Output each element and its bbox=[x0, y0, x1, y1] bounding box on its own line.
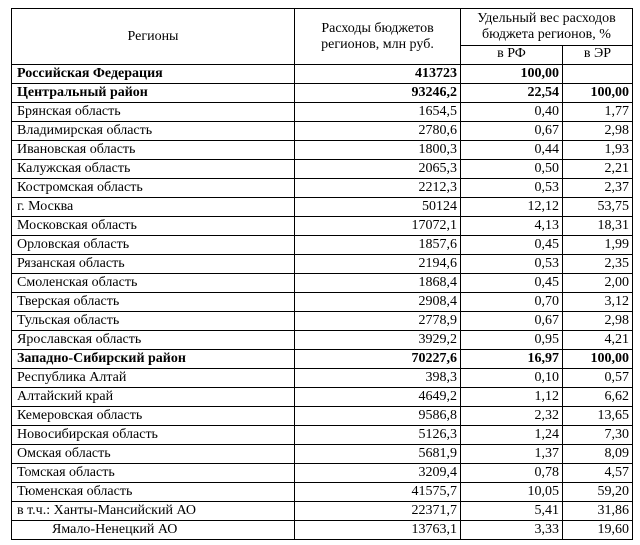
share-er-cell: 53,75 bbox=[563, 198, 633, 217]
region-name-cell: Владимирская область bbox=[12, 122, 295, 141]
share-er-cell: 1,77 bbox=[563, 103, 633, 122]
expenses-cell: 1868,4 bbox=[295, 274, 461, 293]
region-name-cell: Ярославская область bbox=[12, 331, 295, 350]
expenses-cell: 2908,4 bbox=[295, 293, 461, 312]
region-name-cell: Тульская область bbox=[12, 312, 295, 331]
table-row bbox=[12, 331, 633, 350]
region-name-cell: Тверская область bbox=[12, 293, 295, 312]
expenses-cell: 398,3 bbox=[295, 369, 461, 388]
region-name-cell: Ивановская область bbox=[12, 141, 295, 160]
share-rf-cell: 4,13 bbox=[461, 217, 563, 236]
table-row bbox=[12, 160, 633, 179]
table-row bbox=[12, 65, 633, 84]
region-name-cell: Брянская область bbox=[12, 103, 295, 122]
share-er-cell: 0,57 bbox=[563, 369, 633, 388]
region-name-cell: Кемеровская область bbox=[12, 407, 295, 426]
region-name-cell: Новосибирская область bbox=[12, 426, 295, 445]
expenses-cell: 3929,2 bbox=[295, 331, 461, 350]
share-rf-cell: 0,53 bbox=[461, 179, 563, 198]
table-row bbox=[12, 388, 633, 407]
share-rf-cell: 5,41 bbox=[461, 502, 563, 521]
table-row bbox=[12, 350, 633, 369]
share-rf-cell: 0,78 bbox=[461, 464, 563, 483]
expenses-cell: 70227,6 bbox=[295, 350, 461, 369]
header-share-er: в ЭР bbox=[563, 46, 633, 65]
expenses-cell: 13763,1 bbox=[295, 521, 461, 540]
share-er-cell: 2,21 bbox=[563, 160, 633, 179]
expenses-cell: 2194,6 bbox=[295, 255, 461, 274]
table-row bbox=[12, 407, 633, 426]
expenses-cell: 41575,7 bbox=[295, 483, 461, 502]
table-row bbox=[12, 236, 633, 255]
region-name-cell: Ямало-Ненецкий АО bbox=[12, 521, 295, 540]
share-rf-cell: 0,45 bbox=[461, 236, 563, 255]
table-row bbox=[12, 464, 633, 483]
table-row bbox=[12, 521, 633, 540]
table-row bbox=[12, 274, 633, 293]
share-er-cell: 4,21 bbox=[563, 331, 633, 350]
region-name-cell: в т.ч.: Ханты-Мансийский АО bbox=[12, 502, 295, 521]
share-rf-cell: 0,67 bbox=[461, 312, 563, 331]
header-share: Удельный вес расходов бюджета регионов, % bbox=[461, 9, 633, 46]
table-row bbox=[12, 141, 633, 160]
share-rf-cell: 0,53 bbox=[461, 255, 563, 274]
header-expenses: Расходы бюджетов регионов, млн руб. bbox=[295, 9, 461, 65]
table-row bbox=[12, 103, 633, 122]
table-row bbox=[12, 312, 633, 331]
table-row bbox=[12, 502, 633, 521]
budget-table-container bbox=[11, 8, 633, 540]
table-row bbox=[12, 445, 633, 464]
table-row bbox=[12, 84, 633, 103]
share-er-cell: 6,62 bbox=[563, 388, 633, 407]
table-row bbox=[12, 122, 633, 141]
header-share-rf: в РФ bbox=[461, 46, 563, 65]
expenses-cell: 1654,5 bbox=[295, 103, 461, 122]
expenses-cell: 17072,1 bbox=[295, 217, 461, 236]
share-er-cell: 19,60 bbox=[563, 521, 633, 540]
expenses-cell: 5681,9 bbox=[295, 445, 461, 464]
share-rf-cell: 0,44 bbox=[461, 141, 563, 160]
share-er-cell: 100,00 bbox=[563, 84, 633, 103]
region-name-cell: г. Москва bbox=[12, 198, 295, 217]
share-rf-cell: 10,05 bbox=[461, 483, 563, 502]
region-name-cell: Московская область bbox=[12, 217, 295, 236]
share-rf-cell: 1,12 bbox=[461, 388, 563, 407]
share-er-cell: 2,35 bbox=[563, 255, 633, 274]
share-er-cell: 18,31 bbox=[563, 217, 633, 236]
region-name-cell: Калужская область bbox=[12, 160, 295, 179]
table-row bbox=[12, 255, 633, 274]
region-name-cell: Смоленская область bbox=[12, 274, 295, 293]
share-er-cell: 1,99 bbox=[563, 236, 633, 255]
expenses-cell: 2778,9 bbox=[295, 312, 461, 331]
share-rf-cell: 0,10 bbox=[461, 369, 563, 388]
share-rf-cell: 2,32 bbox=[461, 407, 563, 426]
share-rf-cell: 1,37 bbox=[461, 445, 563, 464]
table-row bbox=[12, 369, 633, 388]
share-rf-cell: 0,95 bbox=[461, 331, 563, 350]
share-er-cell: 1,93 bbox=[563, 141, 633, 160]
table-row bbox=[12, 198, 633, 217]
table-row bbox=[12, 293, 633, 312]
table-row bbox=[12, 426, 633, 445]
expenses-cell: 1800,3 bbox=[295, 141, 461, 160]
region-name-cell: Орловская область bbox=[12, 236, 295, 255]
share-rf-cell: 1,24 bbox=[461, 426, 563, 445]
share-er-cell: 2,37 bbox=[563, 179, 633, 198]
share-rf-cell: 0,50 bbox=[461, 160, 563, 179]
share-rf-cell: 22,54 bbox=[461, 84, 563, 103]
share-rf-cell: 0,40 bbox=[461, 103, 563, 122]
table-row bbox=[12, 483, 633, 502]
share-rf-cell: 12,12 bbox=[461, 198, 563, 217]
table-row bbox=[12, 217, 633, 236]
share-er-cell: 13,65 bbox=[563, 407, 633, 426]
share-er-cell: 100,00 bbox=[563, 350, 633, 369]
region-name-cell: Томская область bbox=[12, 464, 295, 483]
header-regions: Регионы bbox=[12, 9, 295, 65]
share-er-cell: 59,20 bbox=[563, 483, 633, 502]
share-er-cell: 4,57 bbox=[563, 464, 633, 483]
budget-table bbox=[11, 8, 633, 540]
share-rf-cell: 0,67 bbox=[461, 122, 563, 141]
share-er-cell: 2,98 bbox=[563, 122, 633, 141]
region-name-cell: Тюменская область bbox=[12, 483, 295, 502]
share-rf-cell: 3,33 bbox=[461, 521, 563, 540]
expenses-cell: 5126,3 bbox=[295, 426, 461, 445]
share-rf-cell: 16,97 bbox=[461, 350, 563, 369]
region-name-cell: Западно-Сибирский район bbox=[12, 350, 295, 369]
region-name-cell: Республика Алтай bbox=[12, 369, 295, 388]
share-er-cell bbox=[563, 65, 633, 84]
expenses-cell: 413723 bbox=[295, 65, 461, 84]
share-er-cell: 8,09 bbox=[563, 445, 633, 464]
share-rf-cell: 0,45 bbox=[461, 274, 563, 293]
region-name-cell: Центральный район bbox=[12, 84, 295, 103]
expenses-cell: 22371,7 bbox=[295, 502, 461, 521]
share-er-cell: 2,98 bbox=[563, 312, 633, 331]
expenses-cell: 2065,3 bbox=[295, 160, 461, 179]
share-er-cell: 7,30 bbox=[563, 426, 633, 445]
expenses-cell: 2780,6 bbox=[295, 122, 461, 141]
region-name-cell: Костромская область bbox=[12, 179, 295, 198]
expenses-cell: 4649,2 bbox=[295, 388, 461, 407]
region-name-cell: Российская Федерация bbox=[12, 65, 295, 84]
share-er-cell: 31,86 bbox=[563, 502, 633, 521]
expenses-cell: 3209,4 bbox=[295, 464, 461, 483]
region-name-cell: Алтайский край bbox=[12, 388, 295, 407]
share-er-cell: 3,12 bbox=[563, 293, 633, 312]
region-name-cell: Омская область bbox=[12, 445, 295, 464]
expenses-cell: 50124 bbox=[295, 198, 461, 217]
expenses-cell: 2212,3 bbox=[295, 179, 461, 198]
table-row bbox=[12, 179, 633, 198]
expenses-cell: 93246,2 bbox=[295, 84, 461, 103]
share-rf-cell: 0,70 bbox=[461, 293, 563, 312]
share-rf-cell: 100,00 bbox=[461, 65, 563, 84]
expenses-cell: 1857,6 bbox=[295, 236, 461, 255]
share-er-cell: 2,00 bbox=[563, 274, 633, 293]
expenses-cell: 9586,8 bbox=[295, 407, 461, 426]
table-body bbox=[12, 65, 633, 540]
region-name-cell: Рязанская область bbox=[12, 255, 295, 274]
